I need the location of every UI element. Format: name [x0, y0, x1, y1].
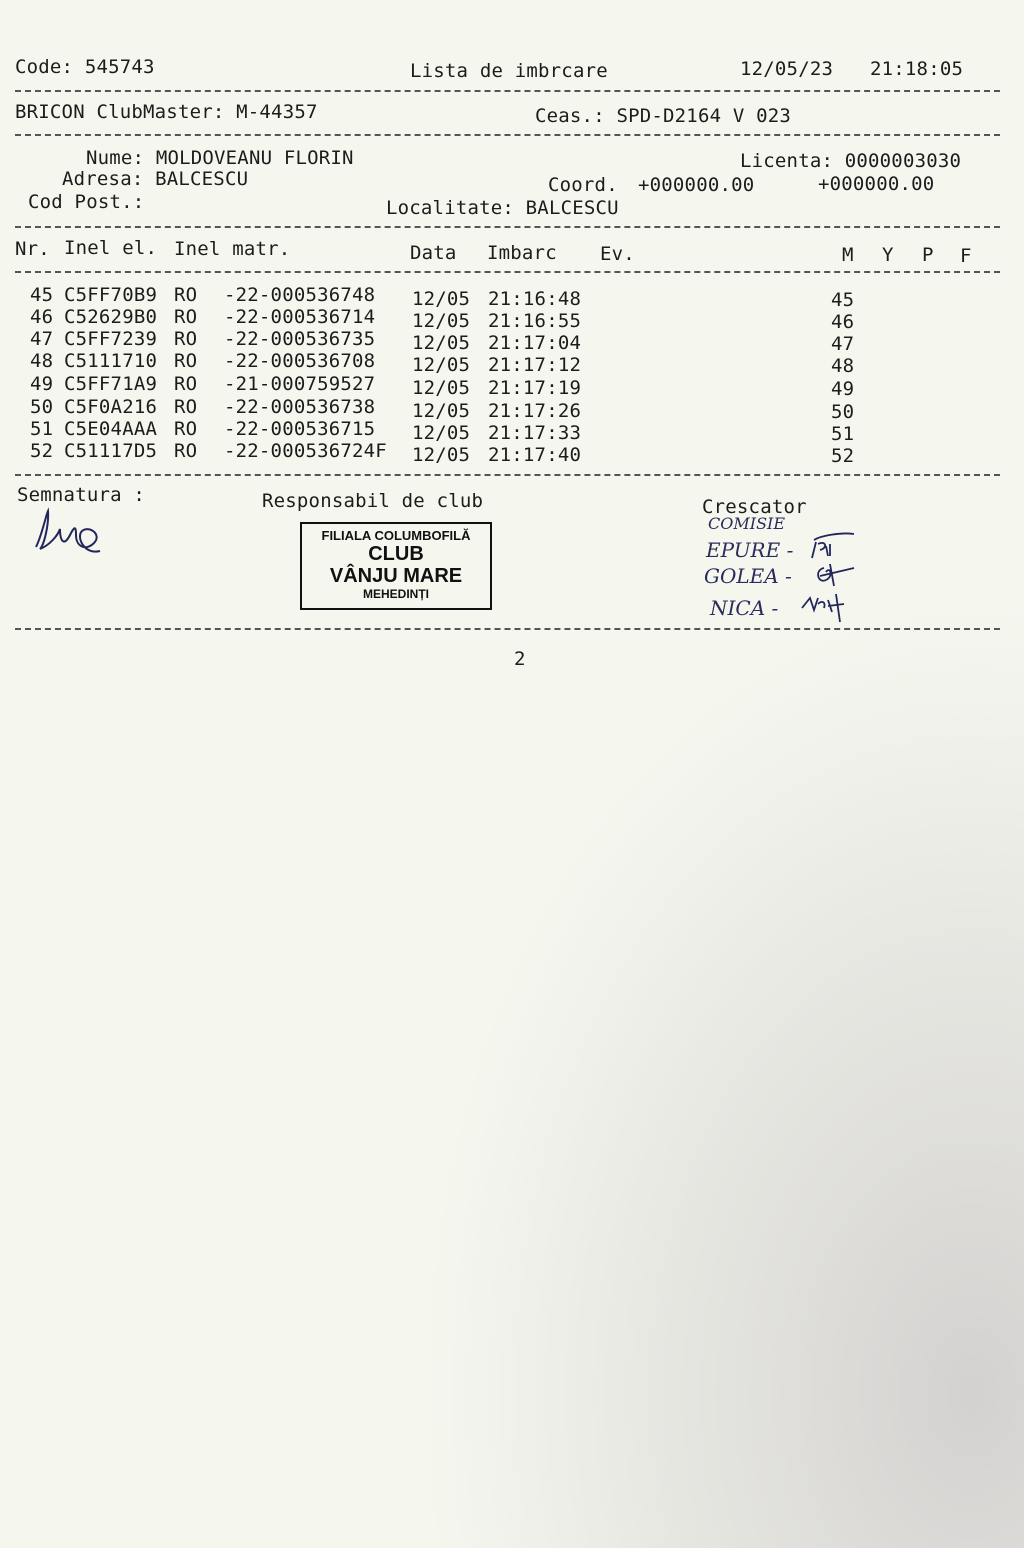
cell-imbarc: 21:17:33: [488, 422, 582, 444]
adresa-field: Adresa: BALCESCU: [62, 168, 249, 190]
semnatura-label: Semnatura :: [17, 484, 146, 506]
table-row: [0, 440, 1024, 467]
cell-inel-matr: -22-000536748: [224, 284, 376, 306]
cell-nr: 45: [30, 284, 54, 306]
handwritten-comisie: COMISIE: [708, 514, 786, 533]
col-header-p: P: [922, 244, 934, 266]
cell-nr: 49: [30, 373, 54, 395]
cell-nr: 47: [30, 328, 54, 350]
cell-imbarc: 21:16:48: [488, 288, 582, 310]
localitate-field: Localitate: BALCESCU: [386, 197, 619, 219]
cell-imbarc: 21:17:40: [488, 444, 582, 466]
cell-tara: RO: [174, 418, 198, 440]
col-header-ev: Ev.: [600, 243, 635, 265]
coord-x: +000000.00: [638, 174, 755, 196]
cell-imbarc: 21:17:26: [488, 400, 582, 422]
col-header-nr: Nr.: [15, 238, 50, 260]
coord-y: +000000.00: [818, 173, 935, 195]
divider: [15, 474, 1000, 476]
table-row: [0, 328, 1024, 355]
cell-data: 12/05: [412, 288, 471, 310]
cell-inel-matr: -22-000536708: [224, 350, 376, 372]
cell-m: 47: [831, 333, 855, 355]
col-header-y: Y: [882, 244, 894, 266]
ceas-label: Ceas.: SPD-D2164 V 023: [535, 105, 792, 127]
cell-m: 48: [831, 355, 855, 377]
cell-data: 12/05: [412, 354, 471, 376]
print-time: 21:18:05: [870, 58, 964, 80]
cell-inel-matr: -21-000759527: [224, 373, 376, 395]
cell-tara: RO: [174, 373, 198, 395]
divider: [15, 90, 1000, 92]
cell-nr: 50: [30, 396, 54, 418]
handwritten-nica: NICA -: [710, 596, 779, 620]
cell-data: 12/05: [412, 332, 471, 354]
crescator-label: Crescator: [702, 496, 807, 518]
divider: [15, 628, 1000, 630]
divider: [15, 271, 1000, 273]
cell-inel-el: C5111710: [64, 350, 158, 372]
handwritten-epure: EPURE -: [706, 538, 794, 562]
cell-nr: 51: [30, 418, 54, 440]
col-header-m: M: [842, 244, 854, 266]
signature-icon: [30, 505, 110, 567]
stamp-line: MEHEDINȚI: [363, 587, 429, 601]
stamp-line: FILIALA COLUMBOFILĂ: [321, 528, 471, 543]
col-header-inel-el: Inel el.: [64, 237, 158, 259]
cell-m: 52: [831, 445, 855, 467]
divider: [15, 226, 1000, 228]
cell-inel-el: C5E04AAA: [64, 418, 158, 440]
cell-inel-el: C5FF70B9: [64, 284, 158, 306]
cell-data: 12/05: [412, 377, 471, 399]
cell-inel-el: C5FF7239: [64, 328, 158, 350]
cell-inel-matr: -22-000536724F: [224, 440, 387, 462]
cell-nr: 46: [30, 306, 54, 328]
cell-imbarc: 21:17:04: [488, 332, 582, 354]
cell-inel-matr: -22-000536735: [224, 328, 376, 350]
club-stamp: [300, 522, 492, 610]
nume-field: Nume: MOLDOVEANU FLORIN: [86, 147, 354, 169]
cell-m: 49: [831, 378, 855, 400]
table-row: [0, 373, 1024, 400]
table-row: [0, 396, 1024, 423]
table-row: [0, 350, 1024, 377]
cell-m: 46: [831, 311, 855, 333]
cell-m: 51: [831, 423, 855, 445]
cell-tara: RO: [174, 396, 198, 418]
coord-label: Coord.: [548, 174, 618, 196]
cell-data: 12/05: [412, 400, 471, 422]
cell-nr: 52: [30, 440, 54, 462]
col-header-inel-matr: Inel matr.: [174, 238, 291, 260]
clubmaster-label: BRICON ClubMaster: M-44357: [15, 101, 318, 123]
handwritten-golea: GOLEA -: [704, 564, 792, 588]
table-row: [0, 418, 1024, 445]
cell-inel-el: C5FF71A9: [64, 373, 158, 395]
cell-nr: 48: [30, 350, 54, 372]
col-header-data: Data: [410, 242, 457, 264]
cell-data: 12/05: [412, 310, 471, 332]
cell-data: 12/05: [412, 444, 471, 466]
cell-inel-el: C51117D5: [64, 440, 158, 462]
responsabil-label: Responsabil de club: [262, 490, 484, 512]
document-title: Lista de imbrcare: [410, 60, 608, 82]
cell-imbarc: 21:17:12: [488, 354, 582, 376]
cell-imbarc: 21:16:55: [488, 310, 582, 332]
cell-tara: RO: [174, 350, 198, 372]
initials-signatures-icon: [800, 532, 860, 628]
cell-tara: RO: [174, 440, 198, 462]
cell-tara: RO: [174, 306, 198, 328]
cell-tara: RO: [174, 328, 198, 350]
cell-inel-el: C5F0A216: [64, 396, 158, 418]
cell-inel-el: C52629B0: [64, 306, 158, 328]
cell-m: 45: [831, 289, 855, 311]
cell-data: 12/05: [412, 422, 471, 444]
table-row: [0, 306, 1024, 333]
stamp-line: VÂNJU MARE: [329, 565, 463, 587]
cell-inel-matr: -22-000536715: [224, 418, 376, 440]
print-date: 12/05/23: [740, 58, 834, 80]
cell-imbarc: 21:17:19: [488, 377, 582, 399]
divider: [15, 134, 1000, 136]
licenta-field: Licenta: 0000003030: [740, 150, 962, 172]
col-header-imbarc: Imbarc: [487, 242, 557, 264]
cell-tara: RO: [174, 284, 198, 306]
table-row: [0, 284, 1024, 311]
stamp-line: CLUB: [368, 543, 424, 565]
page-number: 2: [514, 648, 526, 670]
cod-post-field: Cod Post.:: [28, 191, 145, 213]
cell-inel-matr: -22-000536738: [224, 396, 376, 418]
code-label: Code: 545743: [15, 56, 155, 78]
cell-m: 50: [831, 401, 855, 423]
col-header-f: F: [960, 245, 972, 267]
cell-inel-matr: -22-000536714: [224, 306, 376, 328]
